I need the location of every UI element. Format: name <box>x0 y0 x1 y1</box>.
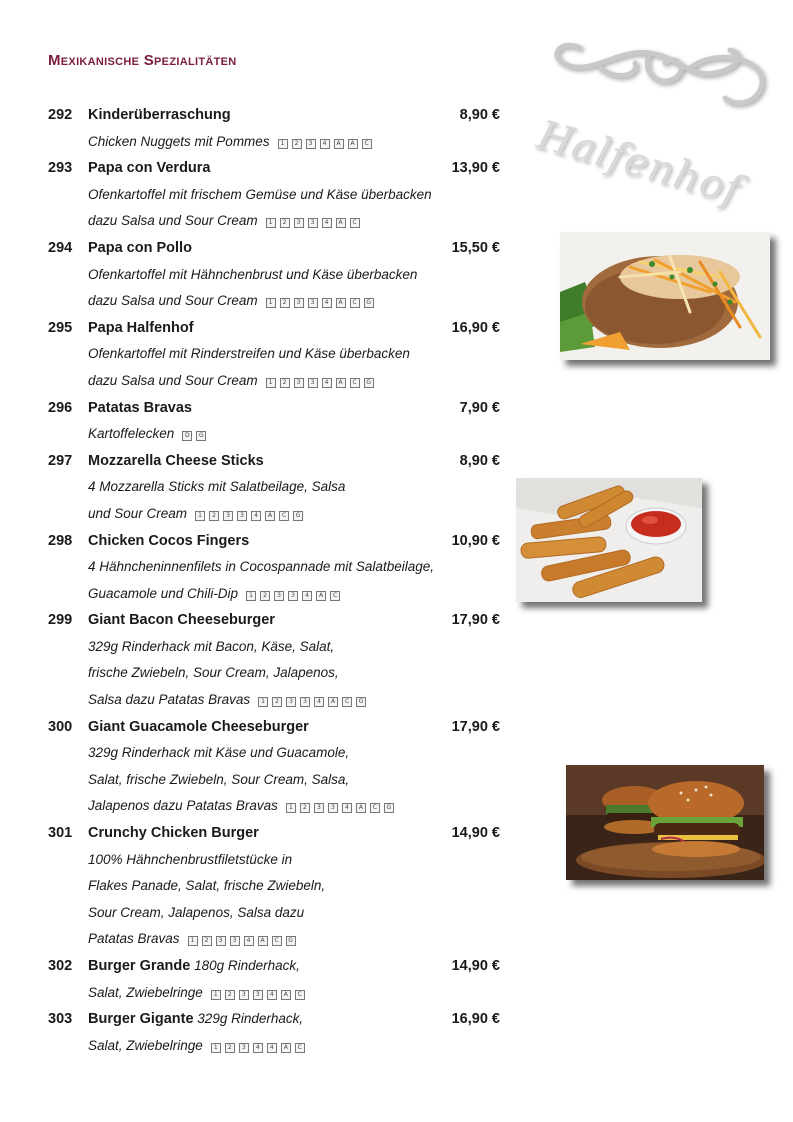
allergen-code-badge: A <box>348 139 358 149</box>
item-description <box>88 740 349 767</box>
section-title: Mexikanische Spezialitäten <box>48 52 237 69</box>
item-description <box>88 926 296 953</box>
allergen-code-badge: 4 <box>267 990 277 1000</box>
allergen-code-badge: 2 <box>225 1043 235 1053</box>
item-description-row <box>48 1033 508 1060</box>
item-price: 13,90 € <box>451 160 500 177</box>
item-description-text: Salat, Zwiebelringe <box>88 984 203 1000</box>
item-description-row <box>48 262 508 289</box>
allergen-code-badge: 3 <box>230 936 240 946</box>
allergen-code-badge: 3 <box>239 1043 249 1053</box>
menu-item-row <box>48 953 508 980</box>
menu-list <box>48 102 508 1059</box>
allergen-codes <box>262 288 374 315</box>
item-description <box>88 1033 305 1060</box>
item-description-row <box>48 208 508 235</box>
item-name-text: Burger Grande <box>88 958 191 974</box>
allergen-code-badge: 2 <box>209 511 219 521</box>
item-number: 296 <box>48 399 73 416</box>
item-description-row <box>48 341 508 368</box>
item-description <box>88 182 432 209</box>
item-name-text: Giant Guacamole Cheeseburger <box>88 718 309 735</box>
allergen-code-badge: C <box>342 697 352 707</box>
item-description <box>88 767 349 794</box>
item-price: 8,90 € <box>459 452 500 469</box>
item-description-text: dazu Salsa und Sour Cream <box>88 213 258 229</box>
item-description <box>88 341 410 368</box>
item-name <box>88 448 264 475</box>
allergen-code-badge: 2 <box>280 218 290 228</box>
menu-item-row <box>48 528 508 555</box>
allergen-code-badge: 2 <box>300 803 310 813</box>
item-description-text: Patatas Bravas <box>88 931 180 947</box>
allergen-code-badge: 2 <box>272 697 282 707</box>
allergen-code-badge: 3 <box>294 378 304 388</box>
allergen-code-badge: 3 <box>239 990 249 1000</box>
allergen-code-badge: 4 <box>244 936 254 946</box>
item-description-text: Salat, frische Zwiebeln, Sour Cream, Salsa, <box>88 771 350 787</box>
item-description <box>88 262 417 289</box>
allergen-code-badge: C <box>272 936 282 946</box>
mozzarella-sticks-photo <box>516 478 702 602</box>
item-number: 294 <box>48 239 73 256</box>
item-number: 302 <box>48 958 73 974</box>
item-description-row <box>48 421 508 448</box>
burger-photo <box>566 765 764 880</box>
allergen-code-badge: 1 <box>211 990 221 1000</box>
allergen-code-badge: 3 <box>308 378 318 388</box>
allergen-code-badge: 4 <box>253 1043 263 1053</box>
allergen-code-badge: 2 <box>292 139 302 149</box>
allergen-codes <box>207 1033 305 1060</box>
allergen-code-badge: 4 <box>302 591 312 601</box>
item-description <box>88 581 340 608</box>
menu-item-row <box>48 155 508 182</box>
item-price: 17,90 € <box>451 612 500 629</box>
allergen-code-badge: 1 <box>266 298 276 308</box>
allergen-code-badge: 1 <box>195 511 205 521</box>
item-name-text: Mozzarella Cheese Sticks <box>88 452 264 469</box>
item-name-text: Burger Gigante <box>88 1011 194 1028</box>
item-description <box>88 687 366 714</box>
item-number: 293 <box>48 160 73 177</box>
item-description-text: 100% Hähnchenbrustfiletstücke in <box>88 851 293 867</box>
allergen-code-badge: 1 <box>286 803 296 813</box>
allergen-code-badge: 4 <box>322 378 332 388</box>
menu-item-row <box>48 395 508 422</box>
allergen-code-badge: C <box>370 803 380 813</box>
allergen-code-badge: 3 <box>306 139 316 149</box>
allergen-codes <box>184 926 296 953</box>
item-description-row <box>48 368 508 395</box>
item-description-text: Ofenkartoffel mit Hähnchenbrust und Käse überbacken <box>88 266 418 282</box>
item-name-text: Giant Bacon Cheeseburger <box>88 612 275 629</box>
allergen-code-badge: 3 <box>253 990 263 1000</box>
item-description-text: Kartoffelecken <box>88 426 175 442</box>
allergen-code-badge: 3 <box>294 218 304 228</box>
item-description <box>88 873 325 900</box>
item-description <box>88 554 434 581</box>
item-name <box>88 155 211 182</box>
item-description-text: Ofenkartoffel mit Rinderstreifen und Käse überbacken <box>88 346 410 362</box>
item-number: 300 <box>48 718 73 735</box>
menu-item-row <box>48 1006 508 1033</box>
item-name <box>88 1006 303 1033</box>
item-description-row <box>48 847 508 874</box>
allergen-code-badge: 2 <box>260 591 270 601</box>
item-price: 17,90 € <box>451 718 500 735</box>
allergen-code-badge: 1 <box>246 591 256 601</box>
allergen-codes <box>191 501 303 528</box>
allergen-codes <box>262 208 360 235</box>
allergen-code-badge: A <box>281 1043 291 1053</box>
item-description <box>88 129 372 156</box>
allergen-code-badge: 3 <box>294 298 304 308</box>
item-description <box>88 421 206 448</box>
allergen-code-badge: 2 <box>202 936 212 946</box>
allergen-code-badge: D <box>182 431 192 441</box>
allergen-codes <box>242 581 340 608</box>
item-description-row <box>48 554 508 581</box>
item-description-row <box>48 926 508 953</box>
item-description <box>88 208 360 235</box>
menu-item-row <box>48 315 508 342</box>
item-description-row <box>48 182 508 209</box>
item-description-text: Jalapenos dazu Patatas Bravas <box>88 798 278 814</box>
allergen-codes <box>274 129 372 156</box>
item-price: 7,90 € <box>459 399 500 416</box>
item-description <box>88 474 345 501</box>
item-name <box>88 528 249 555</box>
item-description-text: Ofenkartoffel mit frischem Gemüse und Käse überbacken <box>88 186 432 202</box>
item-description-text: Chicken Nuggets mit Pommes <box>88 133 270 149</box>
menu-item-row <box>48 102 508 129</box>
item-description <box>88 660 339 687</box>
allergen-code-badge: 4 <box>322 218 332 228</box>
item-name <box>88 395 192 422</box>
item-description-row <box>48 474 508 501</box>
allergen-code-badge: 2 <box>280 378 290 388</box>
allergen-code-badge: 4 <box>320 139 330 149</box>
item-name <box>88 820 259 847</box>
item-description <box>88 501 303 528</box>
allergen-code-badge: G <box>384 803 394 813</box>
item-description-text: und Sour Cream <box>88 505 188 521</box>
item-description-text: frische Zwiebeln, Sour Cream, Jalapenos, <box>88 665 339 681</box>
allergen-code-badge: 3 <box>300 697 310 707</box>
item-description-row <box>48 740 508 767</box>
item-number: 297 <box>48 452 73 469</box>
item-description <box>88 793 394 820</box>
allergen-code-badge: G <box>286 936 296 946</box>
item-price: 14,90 € <box>451 825 500 842</box>
item-name <box>88 102 231 129</box>
allergen-code-badge: A <box>328 697 338 707</box>
item-description-row <box>48 501 508 528</box>
item-description-row <box>48 634 508 661</box>
item-number: 301 <box>48 825 73 842</box>
allergen-code-badge: 4 <box>251 511 261 521</box>
item-description-text: Flakes Panade, Salat, frische Zwiebeln, <box>88 878 326 894</box>
item-price: 14,90 € <box>451 958 500 974</box>
item-description-row <box>48 129 508 156</box>
item-name-text: Papa Halfenhof <box>88 319 194 336</box>
item-name <box>88 235 192 262</box>
allergen-code-badge: A <box>336 378 346 388</box>
allergen-code-badge: 3 <box>314 803 324 813</box>
menu-item-row <box>48 714 508 741</box>
item-description-row <box>48 980 508 1007</box>
item-number: 303 <box>48 1011 73 1028</box>
allergen-code-badge: 3 <box>223 511 233 521</box>
item-name <box>88 953 300 980</box>
allergen-code-badge: A <box>265 511 275 521</box>
allergen-code-badge: C <box>295 1043 305 1053</box>
item-description-text: dazu Salsa und Sour Cream <box>88 372 258 388</box>
allergen-code-badge: 1 <box>211 1043 221 1053</box>
allergen-codes <box>207 980 305 1007</box>
allergen-code-badge: 1 <box>266 218 276 228</box>
item-name <box>88 315 194 342</box>
allergen-code-badge: 2 <box>280 298 290 308</box>
item-name-suffix: 329g Rinderhack, <box>193 1011 304 1027</box>
allergen-code-badge: 1 <box>278 139 288 149</box>
item-description-text: 4 Hähncheninnenfilets in Cocospannade mit Salatbeilage, <box>88 559 434 575</box>
item-number: 298 <box>48 532 73 549</box>
item-description-text: Guacamole und Chili-Dip <box>88 585 239 601</box>
item-description <box>88 288 374 315</box>
allergen-code-badge: 4 <box>342 803 352 813</box>
item-description-row <box>48 767 508 794</box>
menu-item-row <box>48 607 508 634</box>
allergen-code-badge: 3 <box>328 803 338 813</box>
item-description <box>88 980 305 1007</box>
item-price: 16,90 € <box>451 319 500 336</box>
item-number: 299 <box>48 612 73 629</box>
item-description-text: 329g Rinderhack mit Käse und Guacamole, <box>88 745 350 761</box>
allergen-code-badge: 4 <box>314 697 324 707</box>
allergen-code-badge: 2 <box>225 990 235 1000</box>
allergen-code-badge: G <box>364 378 374 388</box>
item-description-text: Salat, Zwiebelringe <box>88 1037 203 1053</box>
item-description <box>88 368 374 395</box>
item-description <box>88 634 334 661</box>
allergen-code-badge: A <box>258 936 268 946</box>
item-description-row <box>48 900 508 927</box>
allergen-code-badge: C <box>330 591 340 601</box>
allergen-code-badge: C <box>295 990 305 1000</box>
item-name-text: Papa con Verdura <box>88 160 211 177</box>
allergen-codes <box>282 793 394 820</box>
item-description-row <box>48 288 508 315</box>
item-description-row <box>48 660 508 687</box>
allergen-codes <box>254 687 366 714</box>
item-name <box>88 714 309 741</box>
item-number: 292 <box>48 107 73 123</box>
allergen-code-badge: A <box>336 218 346 228</box>
item-description-row <box>48 793 508 820</box>
item-name-text: Kinderüberraschung <box>88 107 231 123</box>
item-description-row <box>48 687 508 714</box>
allergen-code-badge: 4 <box>322 298 332 308</box>
allergen-code-badge: 1 <box>258 697 268 707</box>
item-description-row <box>48 873 508 900</box>
item-number: 295 <box>48 319 73 336</box>
item-name-text: Patatas Bravas <box>88 399 192 416</box>
allergen-code-badge: G <box>196 431 206 441</box>
item-name-text: Crunchy Chicken Burger <box>88 825 259 842</box>
item-price: 16,90 € <box>451 1011 500 1028</box>
allergen-code-badge: 3 <box>288 591 298 601</box>
item-price: 15,50 € <box>451 239 500 256</box>
allergen-code-badge: 3 <box>237 511 247 521</box>
allergen-code-badge: C <box>279 511 289 521</box>
allergen-codes <box>178 421 206 448</box>
item-name-text: Chicken Cocos Fingers <box>88 532 250 549</box>
allergen-code-badge: A <box>316 591 326 601</box>
allergen-code-badge: 3 <box>286 697 296 707</box>
allergen-code-badge: 3 <box>216 936 226 946</box>
item-price: 8,90 € <box>459 107 500 123</box>
item-name <box>88 607 275 634</box>
allergen-code-badge: G <box>364 298 374 308</box>
item-description-text: dazu Salsa und Sour Cream <box>88 293 258 309</box>
allergen-code-badge: A <box>281 990 291 1000</box>
item-description <box>88 900 304 927</box>
allergen-code-badge: 1 <box>266 378 276 388</box>
baked-potato-photo <box>560 232 770 360</box>
allergen-code-badge: A <box>356 803 366 813</box>
allergen-code-badge: 3 <box>274 591 284 601</box>
allergen-code-badge: 4 <box>267 1043 277 1053</box>
allergen-code-badge: C <box>350 298 360 308</box>
menu-item-row <box>48 820 508 847</box>
allergen-code-badge: 1 <box>188 936 198 946</box>
menu-item-row <box>48 448 508 475</box>
item-description-text: Sour Cream, Jalapenos, Salsa dazu <box>88 904 305 920</box>
allergen-code-badge: C <box>350 218 360 228</box>
item-name-suffix: 180g Rinderhack, <box>190 958 300 973</box>
menu-item-row <box>48 235 508 262</box>
halfenhof-logo-text: Halfenhof <box>532 112 747 214</box>
item-name-text: Papa con Pollo <box>88 239 192 256</box>
allergen-code-badge: 3 <box>308 218 318 228</box>
allergen-code-badge: G <box>356 697 366 707</box>
allergen-code-badge: 3 <box>308 298 318 308</box>
allergen-code-badge: A <box>334 139 344 149</box>
allergen-code-badge: G <box>293 511 303 521</box>
item-description-row <box>48 581 508 608</box>
item-description-text: Salsa dazu Patatas Bravas <box>88 692 251 708</box>
item-description-text: 4 Mozzarella Sticks mit Salatbeilage, Salsa <box>88 479 346 495</box>
allergen-code-badge: A <box>336 298 346 308</box>
allergen-codes <box>262 368 374 395</box>
allergen-code-badge: C <box>350 378 360 388</box>
item-description <box>88 847 292 874</box>
allergen-code-badge: C <box>362 139 372 149</box>
item-description-text: 329g Rinderhack mit Bacon, Käse, Salat, <box>88 638 335 654</box>
item-price: 10,90 € <box>451 532 500 549</box>
